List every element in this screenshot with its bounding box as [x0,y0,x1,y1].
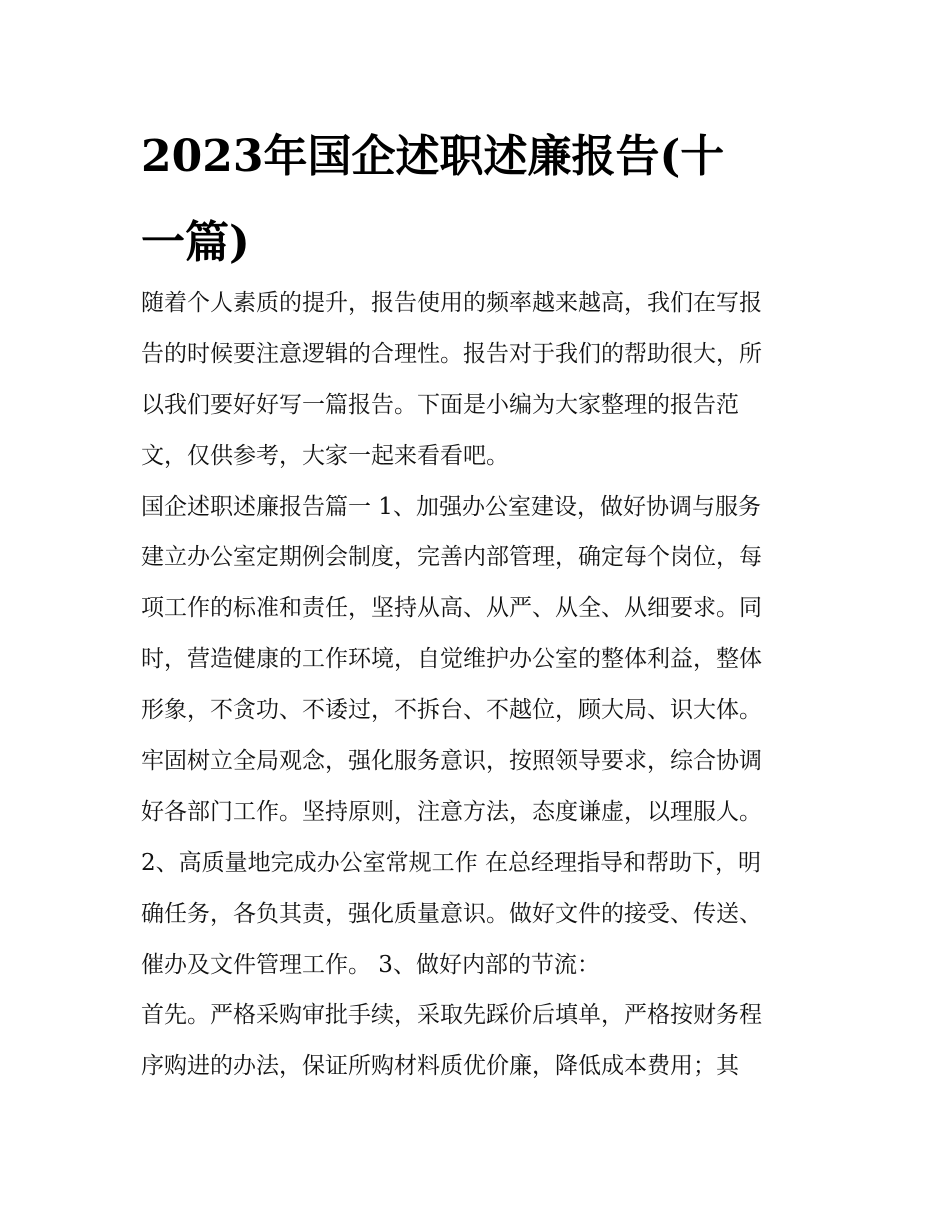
paragraph-line: 文，仅供参考，大家一起来看看吧。 [141,442,509,469]
paragraph-line: 催办及文件管理工作。 3、做好内部的节流： [141,951,600,978]
paragraph-line: 告的时候要注意逻辑的合理性。报告对于我们的帮助很大，所 [141,340,762,367]
paragraph-line: 以我们要好好写一篇报告。下面是小编为大家整理的报告范 [141,391,739,418]
document-title [141,114,821,286]
paragraph-line: 项工作的标准和责任，坚持从高、从严、从全、从细要求。同 [141,595,762,622]
title-line-1: 2023年国企述职述廉报告(十 [141,131,725,182]
paragraph-line: 国企述职述廉报告篇一 1、加强办公室建设，做好协调与服务 [141,493,761,520]
paragraph-line: 首先。严格采购审批手续，采取先踩价后填单，严格按财务程 [141,1002,762,1029]
paragraph-line: 2、高质量地完成办公室常规工作 在总经理指导和帮助下，明 [141,849,761,876]
paragraph-line: 好各部门工作。坚持原则，注意方法，态度谦虚，以理服人。 [141,798,762,825]
document-body [141,278,821,1092]
paragraph-line: 随着个人素质的提升，报告使用的频率越来越高，我们在写报 [141,290,762,316]
paragraph-line: 形象，不贪功、不诿过，不拆台、不越位，顾大局、识大体。 [141,697,762,724]
paragraph-line: 建立办公室定期例会制度，完善内部管理，确定每个岗位，每 [141,544,762,571]
paragraph-line: 确任务，各负其责，强化质量意识。做好文件的接受、传送、 [141,900,762,927]
title-line-2: 一篇) [141,217,250,268]
paragraph-line: 时，营造健康的工作环境，自觉维护办公室的整体利益，整体 [141,646,762,673]
paragraph-line: 牢固树立全局观念，强化服务意识，按照领导要求，综合协调 [141,748,762,775]
paragraph-line: 序购进的办法，保证所购材料质优价廉，降低成本费用；其 [141,1053,739,1080]
